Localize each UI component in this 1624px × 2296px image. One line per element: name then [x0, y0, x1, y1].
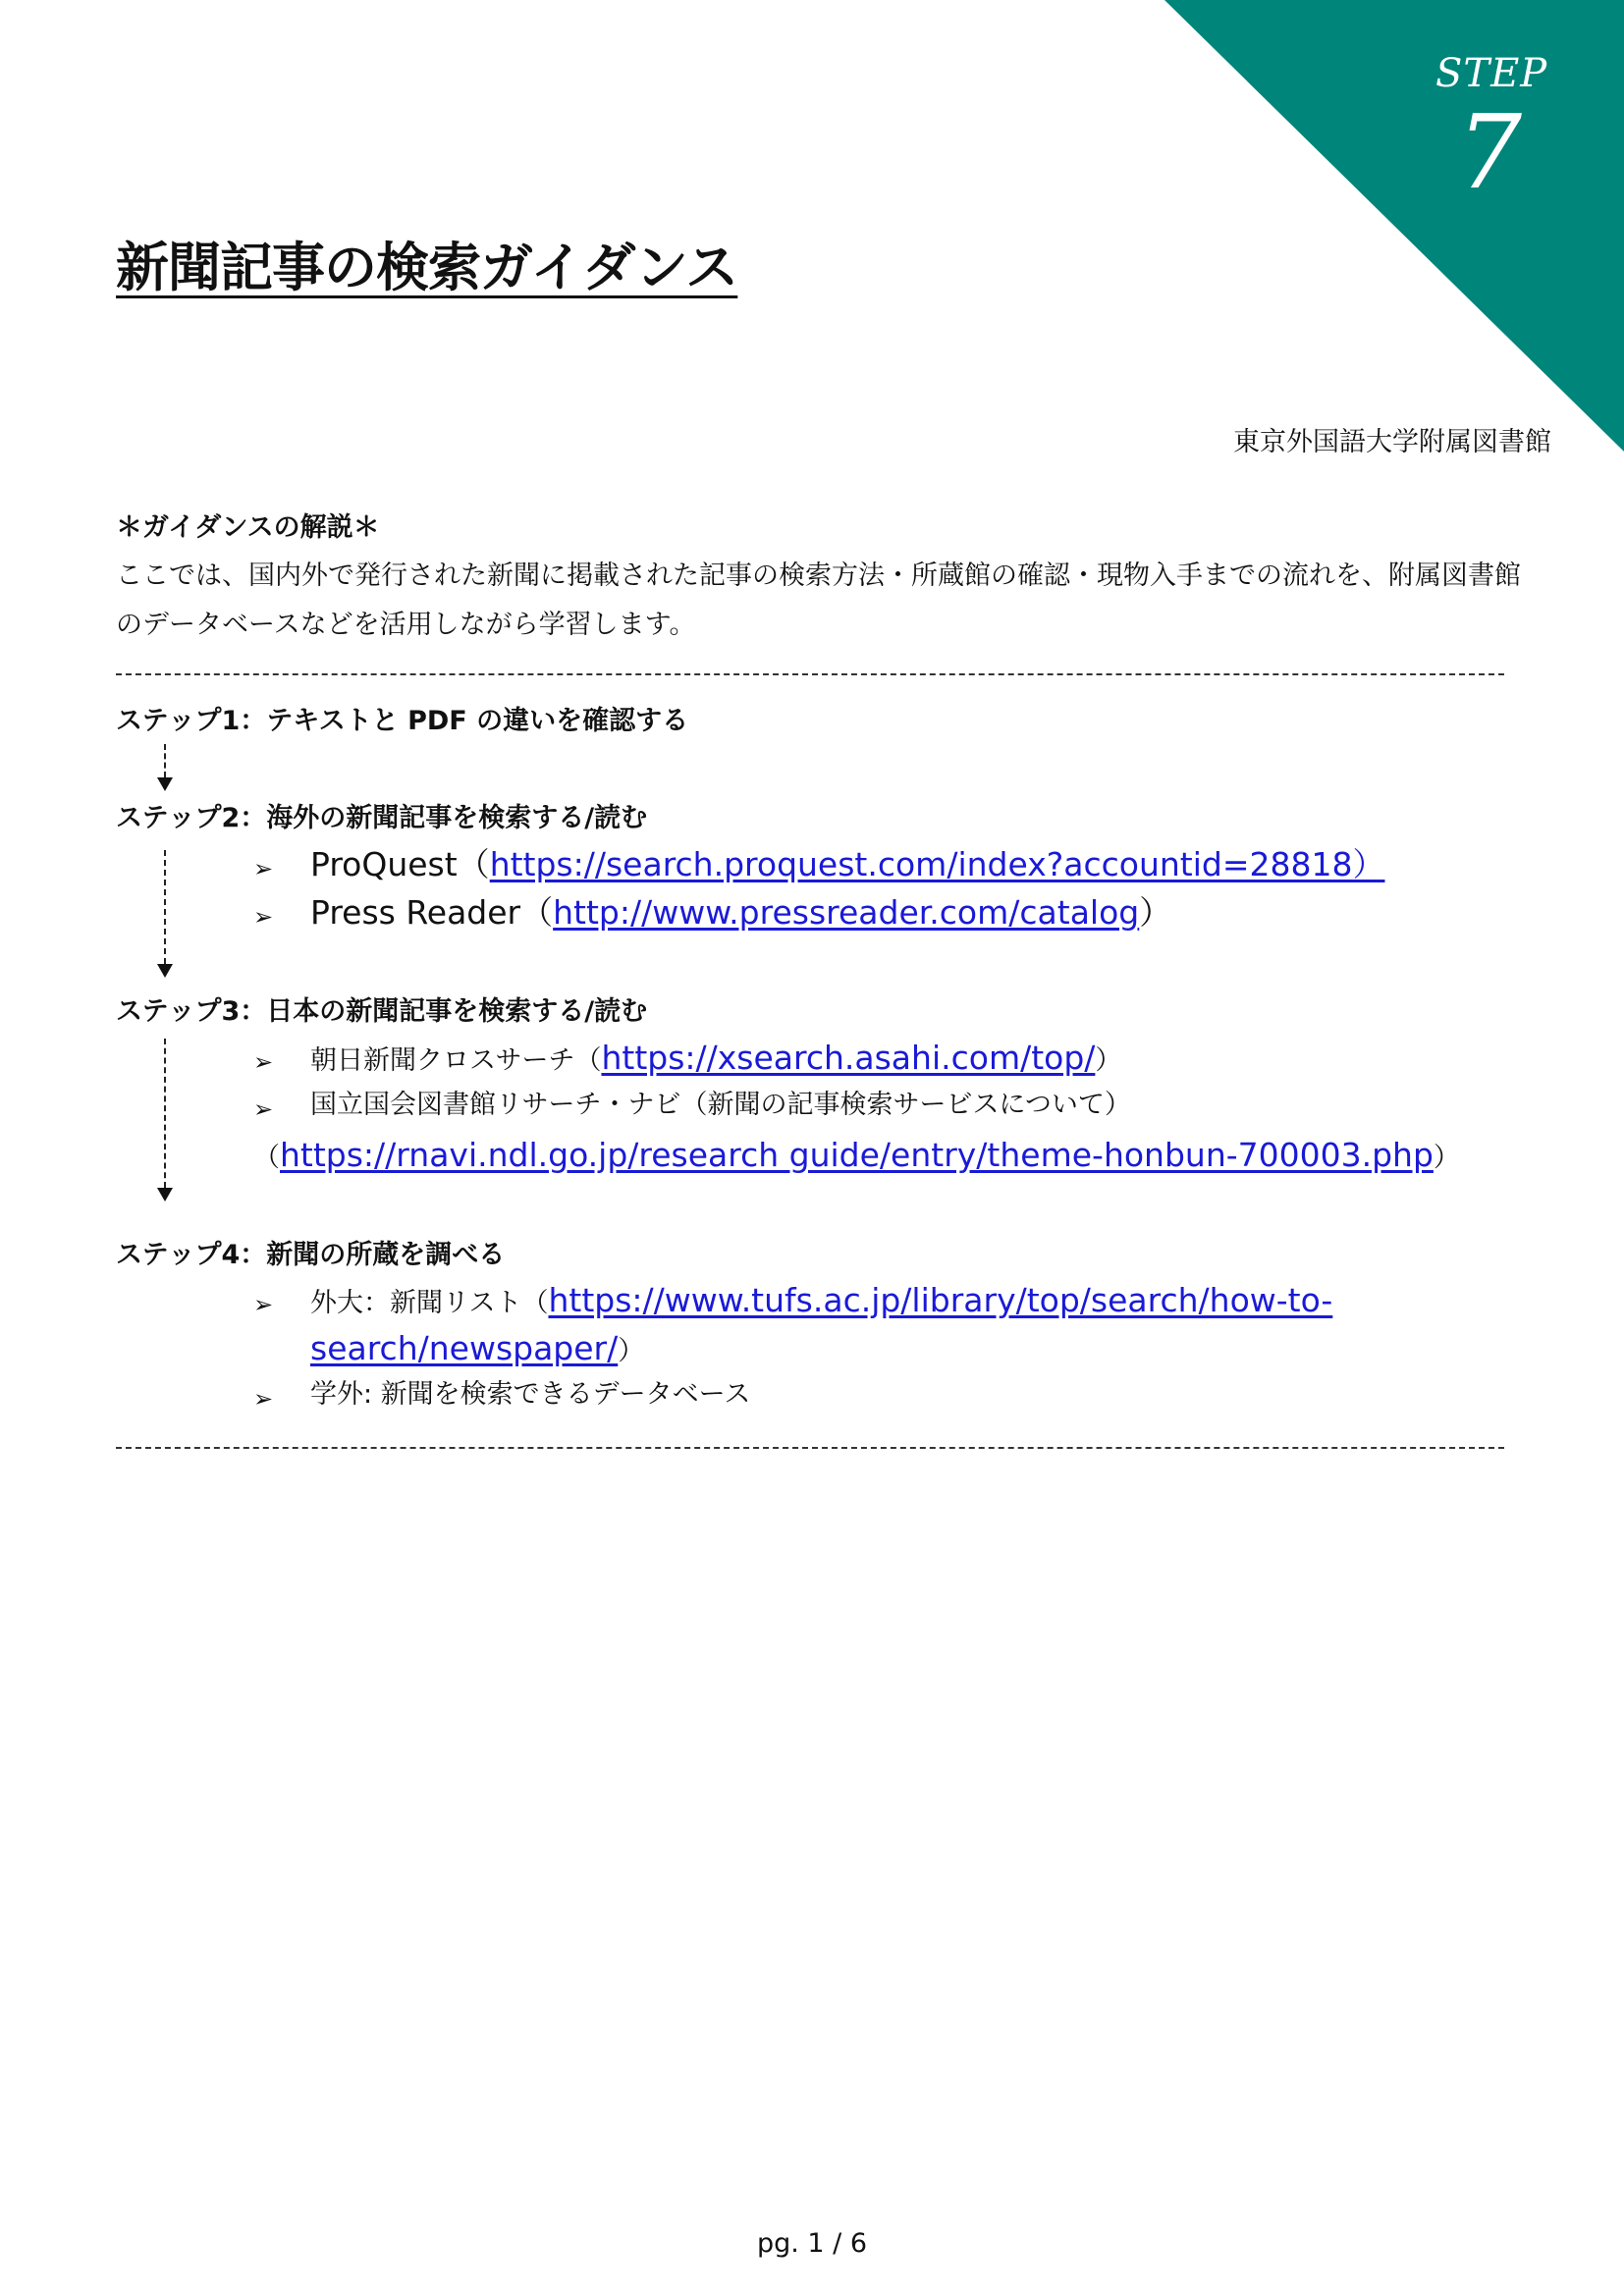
ndl-close: ）	[1433, 1143, 1460, 1173]
tufs-link-line2[interactable]: search/newspaper/	[310, 1329, 619, 1367]
bullet-arrow-icon: ➢	[253, 1291, 274, 1318]
asahi-close: ）	[1095, 1045, 1122, 1076]
flow-line-2	[164, 850, 166, 964]
arrow-down-icon	[157, 777, 173, 791]
bullet-arrow-icon: ➢	[253, 855, 274, 882]
list-item	[310, 1040, 1121, 1080]
asahi-link[interactable]: https://xsearch.asahi.com/top/	[601, 1039, 1096, 1077]
flow-line-1	[164, 744, 166, 777]
arrow-down-icon	[157, 1188, 173, 1201]
guidance-text-line1: ここでは、国内外で発行された新聞に掲載された記事の検索方法・所蔵館の確認・現物入手までの流れを、附属図書館	[116, 561, 1521, 591]
arrow-down-icon	[157, 964, 173, 978]
pressreader-label: Press Reader（	[310, 893, 554, 932]
step-badge-number: 7	[1456, 92, 1523, 212]
list-item	[310, 894, 1171, 932]
divider-top	[116, 673, 1504, 675]
ndl-open: （	[253, 1143, 280, 1173]
external-db-label: 学外: 新聞を検索できるデータベース	[310, 1379, 751, 1410]
ndl-link[interactable]: https://rnavi.ndl.go.jp/research guide/entry/theme-honbun-700003.php	[280, 1136, 1434, 1174]
bullet-arrow-icon: ➢	[253, 1048, 274, 1076]
page-title: 新聞記事の検索ガイダンス	[116, 237, 738, 298]
tufs-label: 外大：新聞リスト（	[310, 1288, 549, 1318]
tufs-link-line1[interactable]: https://www.tufs.ac.jp/library/top/search/how-to-	[548, 1281, 1333, 1319]
list-item	[253, 1137, 1460, 1177]
bullet-arrow-icon: ➢	[253, 903, 274, 931]
tufs-close: ）	[618, 1336, 645, 1366]
step2-heading: ステップ2：海外の新聞記事を検索する/読む	[116, 803, 648, 833]
guidance-heading: ＊ガイダンスの解説＊	[116, 512, 380, 543]
asahi-label: 朝日新聞クロスサーチ（	[310, 1045, 602, 1076]
pressreader-link[interactable]: http://www.pressreader.com/catalog	[553, 893, 1140, 932]
organization-name: 東京外国語大学附属図書館	[1233, 427, 1551, 457]
step4-heading: ステップ4：新聞の所蔵を調べる	[116, 1240, 506, 1270]
proquest-link[interactable]: https://search.proquest.com/index?accountid=28818）	[489, 845, 1385, 883]
bullet-arrow-icon: ➢	[253, 1095, 274, 1123]
list-item	[310, 1282, 1332, 1322]
bullet-arrow-icon: ➢	[253, 1385, 274, 1413]
proquest-label: ProQuest（	[310, 845, 490, 883]
page-number: pg. 1 / 6	[756, 2228, 868, 2259]
ndl-label: 国立国会図書館リサーチ・ナビ（新聞の記事検索サービスについて）	[310, 1090, 1131, 1120]
step3-heading: ステップ3：日本の新聞記事を検索する/読む	[116, 996, 648, 1027]
list-item	[310, 1330, 644, 1370]
list-item	[310, 846, 1384, 883]
step1-heading: ステップ1：テキストと PDF の違いを確認する	[116, 706, 689, 736]
divider-bottom	[116, 1447, 1504, 1449]
pressreader-close: ）	[1139, 893, 1172, 932]
guidance-text-line2: のデータベースなどを活用しながら学習します。	[116, 610, 696, 640]
flow-line-3	[164, 1039, 166, 1188]
step-badge-label: STEP	[1435, 51, 1548, 96]
